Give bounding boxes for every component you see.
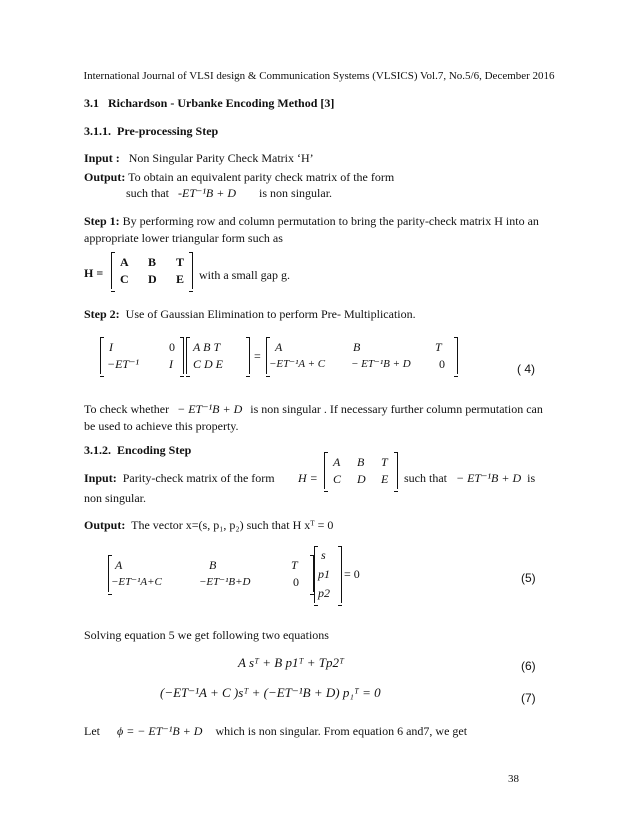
- step1-label: Step 1:: [84, 214, 120, 228]
- input2-line: [84, 471, 275, 486]
- matrix-cell: A: [333, 455, 341, 469]
- eq4-matrix-right: [266, 338, 458, 374]
- input2-such-that: [404, 471, 535, 486]
- matrix-cell: p2: [318, 586, 330, 600]
- input-label: Input :: [84, 151, 120, 165]
- eq7-number: (7): [521, 691, 536, 705]
- step1-text: By performing row and column permutation to bring the parity-check matrix H into an: [122, 214, 539, 228]
- subsection-title: Pre-processing Step: [117, 124, 219, 138]
- matrix-cell: −ET⁻¹B+D: [199, 576, 251, 588]
- input-text: Non Singular Parity Check Matrix ‘H’: [128, 151, 314, 165]
- step1-line1: [84, 214, 539, 229]
- let-label: Let: [84, 724, 100, 738]
- subsection-heading-preprocessing: [84, 124, 218, 139]
- matrix-cell: −ET⁻¹A+C: [111, 576, 162, 588]
- input2-matrix-lhs: H =: [298, 471, 318, 485]
- page-number: 38: [508, 773, 519, 785]
- h-matrix-note: with a small gap g.: [199, 268, 290, 282]
- let-tail: which is non singular. From equation 6 and7, we get: [215, 724, 468, 738]
- matrix-cell: −ET⁻¹: [107, 357, 140, 371]
- matrix-cell: E: [381, 472, 389, 486]
- input2-h-matrix: [324, 453, 398, 489]
- matrix-cell: I: [109, 340, 113, 354]
- h-matrix-lhs: H =: [84, 266, 104, 280]
- matrix-cell: B: [353, 340, 361, 354]
- formula-inline: ϕ = − ET⁻¹B + D: [117, 724, 203, 738]
- matrix-cell: T: [176, 255, 185, 269]
- eq5-matrix-vector: [314, 547, 342, 603]
- check-line2: be used to achieve this property.: [84, 419, 239, 433]
- matrix-cell: 0: [169, 340, 175, 354]
- matrix-cell: A: [120, 255, 129, 269]
- eq5-number: (5): [521, 571, 536, 585]
- formula-inline: − ET⁻¹B + D: [456, 471, 522, 485]
- matrix-cell: B: [209, 558, 217, 572]
- formula-inline: -ET⁻¹B + D: [178, 186, 237, 200]
- matrix-cell: I: [169, 357, 173, 371]
- matrix-cell: D: [357, 472, 366, 486]
- eq4-number: ( 4): [517, 362, 535, 376]
- nonsingular-text: is non singular.: [259, 186, 333, 200]
- matrix-cell: p1: [318, 567, 330, 581]
- matrix-cell: E: [176, 272, 185, 286]
- matrix-cell: A: [275, 340, 283, 354]
- matrix-cell: A: [115, 558, 123, 572]
- section-number: 3.1: [84, 96, 99, 110]
- output2-line: [84, 518, 333, 533]
- subsection-heading-encoding: [84, 443, 191, 458]
- step1-line2: appropriate lower triangular form such as: [84, 231, 283, 245]
- matrix-cell: T: [291, 558, 298, 572]
- let-line: [84, 724, 467, 739]
- output-such-that-line: [126, 186, 332, 201]
- matrix-cell: B: [148, 255, 157, 269]
- output-text: To obtain an equivalent parity check matrix of the form: [128, 170, 395, 184]
- step2-line: [84, 307, 416, 322]
- matrix-cell: C: [333, 472, 342, 486]
- eq4-matrix-left: [100, 338, 184, 374]
- eq4-matrix-middle: [186, 338, 250, 374]
- journal-header: International Journal of VLSI design & Communication Systems (VLSICS) Vol.7, No.5/6, December 2016: [83, 70, 555, 82]
- matrix-cell: 0: [439, 357, 445, 371]
- solving-text: Solving equation 5 we get following two equations: [84, 628, 329, 642]
- is-text: is: [527, 471, 536, 485]
- eq4-equals: =: [254, 349, 261, 363]
- eq6-number: (6): [521, 659, 536, 673]
- subsection-title: Encoding Step: [117, 443, 192, 457]
- output-label: Output:: [84, 518, 126, 532]
- input-label: Input:: [84, 471, 117, 485]
- check-line1: [84, 402, 543, 417]
- step2-label: Step 2:: [84, 307, 120, 321]
- such-that-text: such that: [126, 186, 169, 200]
- section-heading: [84, 96, 334, 111]
- input-text: Parity-check matrix of the form: [122, 471, 275, 485]
- matrix-cell: A B T: [193, 340, 221, 354]
- input2-line2: non singular.: [84, 491, 146, 505]
- output-line: [84, 170, 394, 185]
- step2-text: Use of Gaussian Elimination to perform Pre- Multiplication.: [125, 307, 416, 321]
- matrix-cell: s: [321, 548, 326, 562]
- output-label: Output:: [84, 170, 126, 184]
- eq5-rhs: = 0: [344, 567, 360, 581]
- matrix-cell: 0: [293, 575, 299, 589]
- eq7-expression: (−ET⁻¹A + C )sᵀ + (−ET⁻¹B + D) p₁ᵀ = 0: [160, 685, 381, 700]
- matrix-cell: T: [381, 455, 388, 469]
- check-text-a: To check whether: [84, 402, 170, 416]
- eq5-matrix-left: [108, 556, 314, 592]
- such-that-text: such that: [404, 471, 447, 485]
- subsection-number: 3.1.2.: [84, 443, 111, 457]
- matrix-cell: T: [435, 340, 442, 354]
- eq6-expression: A sᵀ + B p1ᵀ + Tp2ᵀ: [238, 655, 345, 670]
- matrix-cell: − ET⁻¹B + D: [351, 358, 411, 370]
- input-line: [84, 151, 314, 166]
- matrix-cell: C D E: [193, 357, 223, 371]
- section-title: Richardson - Urbanke Encoding Method [3]: [108, 96, 335, 110]
- matrix-cell: B: [357, 455, 365, 469]
- output-text: The vector x=(s, p₁, p₂) such that H xᵀ = 0: [131, 518, 334, 532]
- h-matrix: [111, 253, 193, 289]
- matrix-cell: D: [148, 272, 157, 286]
- subsection-number: 3.1.1.: [84, 124, 111, 138]
- check-text-b: is non singular . If necessary further column permutation can: [250, 402, 543, 416]
- matrix-cell: C: [120, 272, 129, 286]
- matrix-cell: −ET⁻¹A + C: [269, 358, 326, 370]
- formula-inline: − ET⁻¹B + D: [177, 402, 243, 416]
